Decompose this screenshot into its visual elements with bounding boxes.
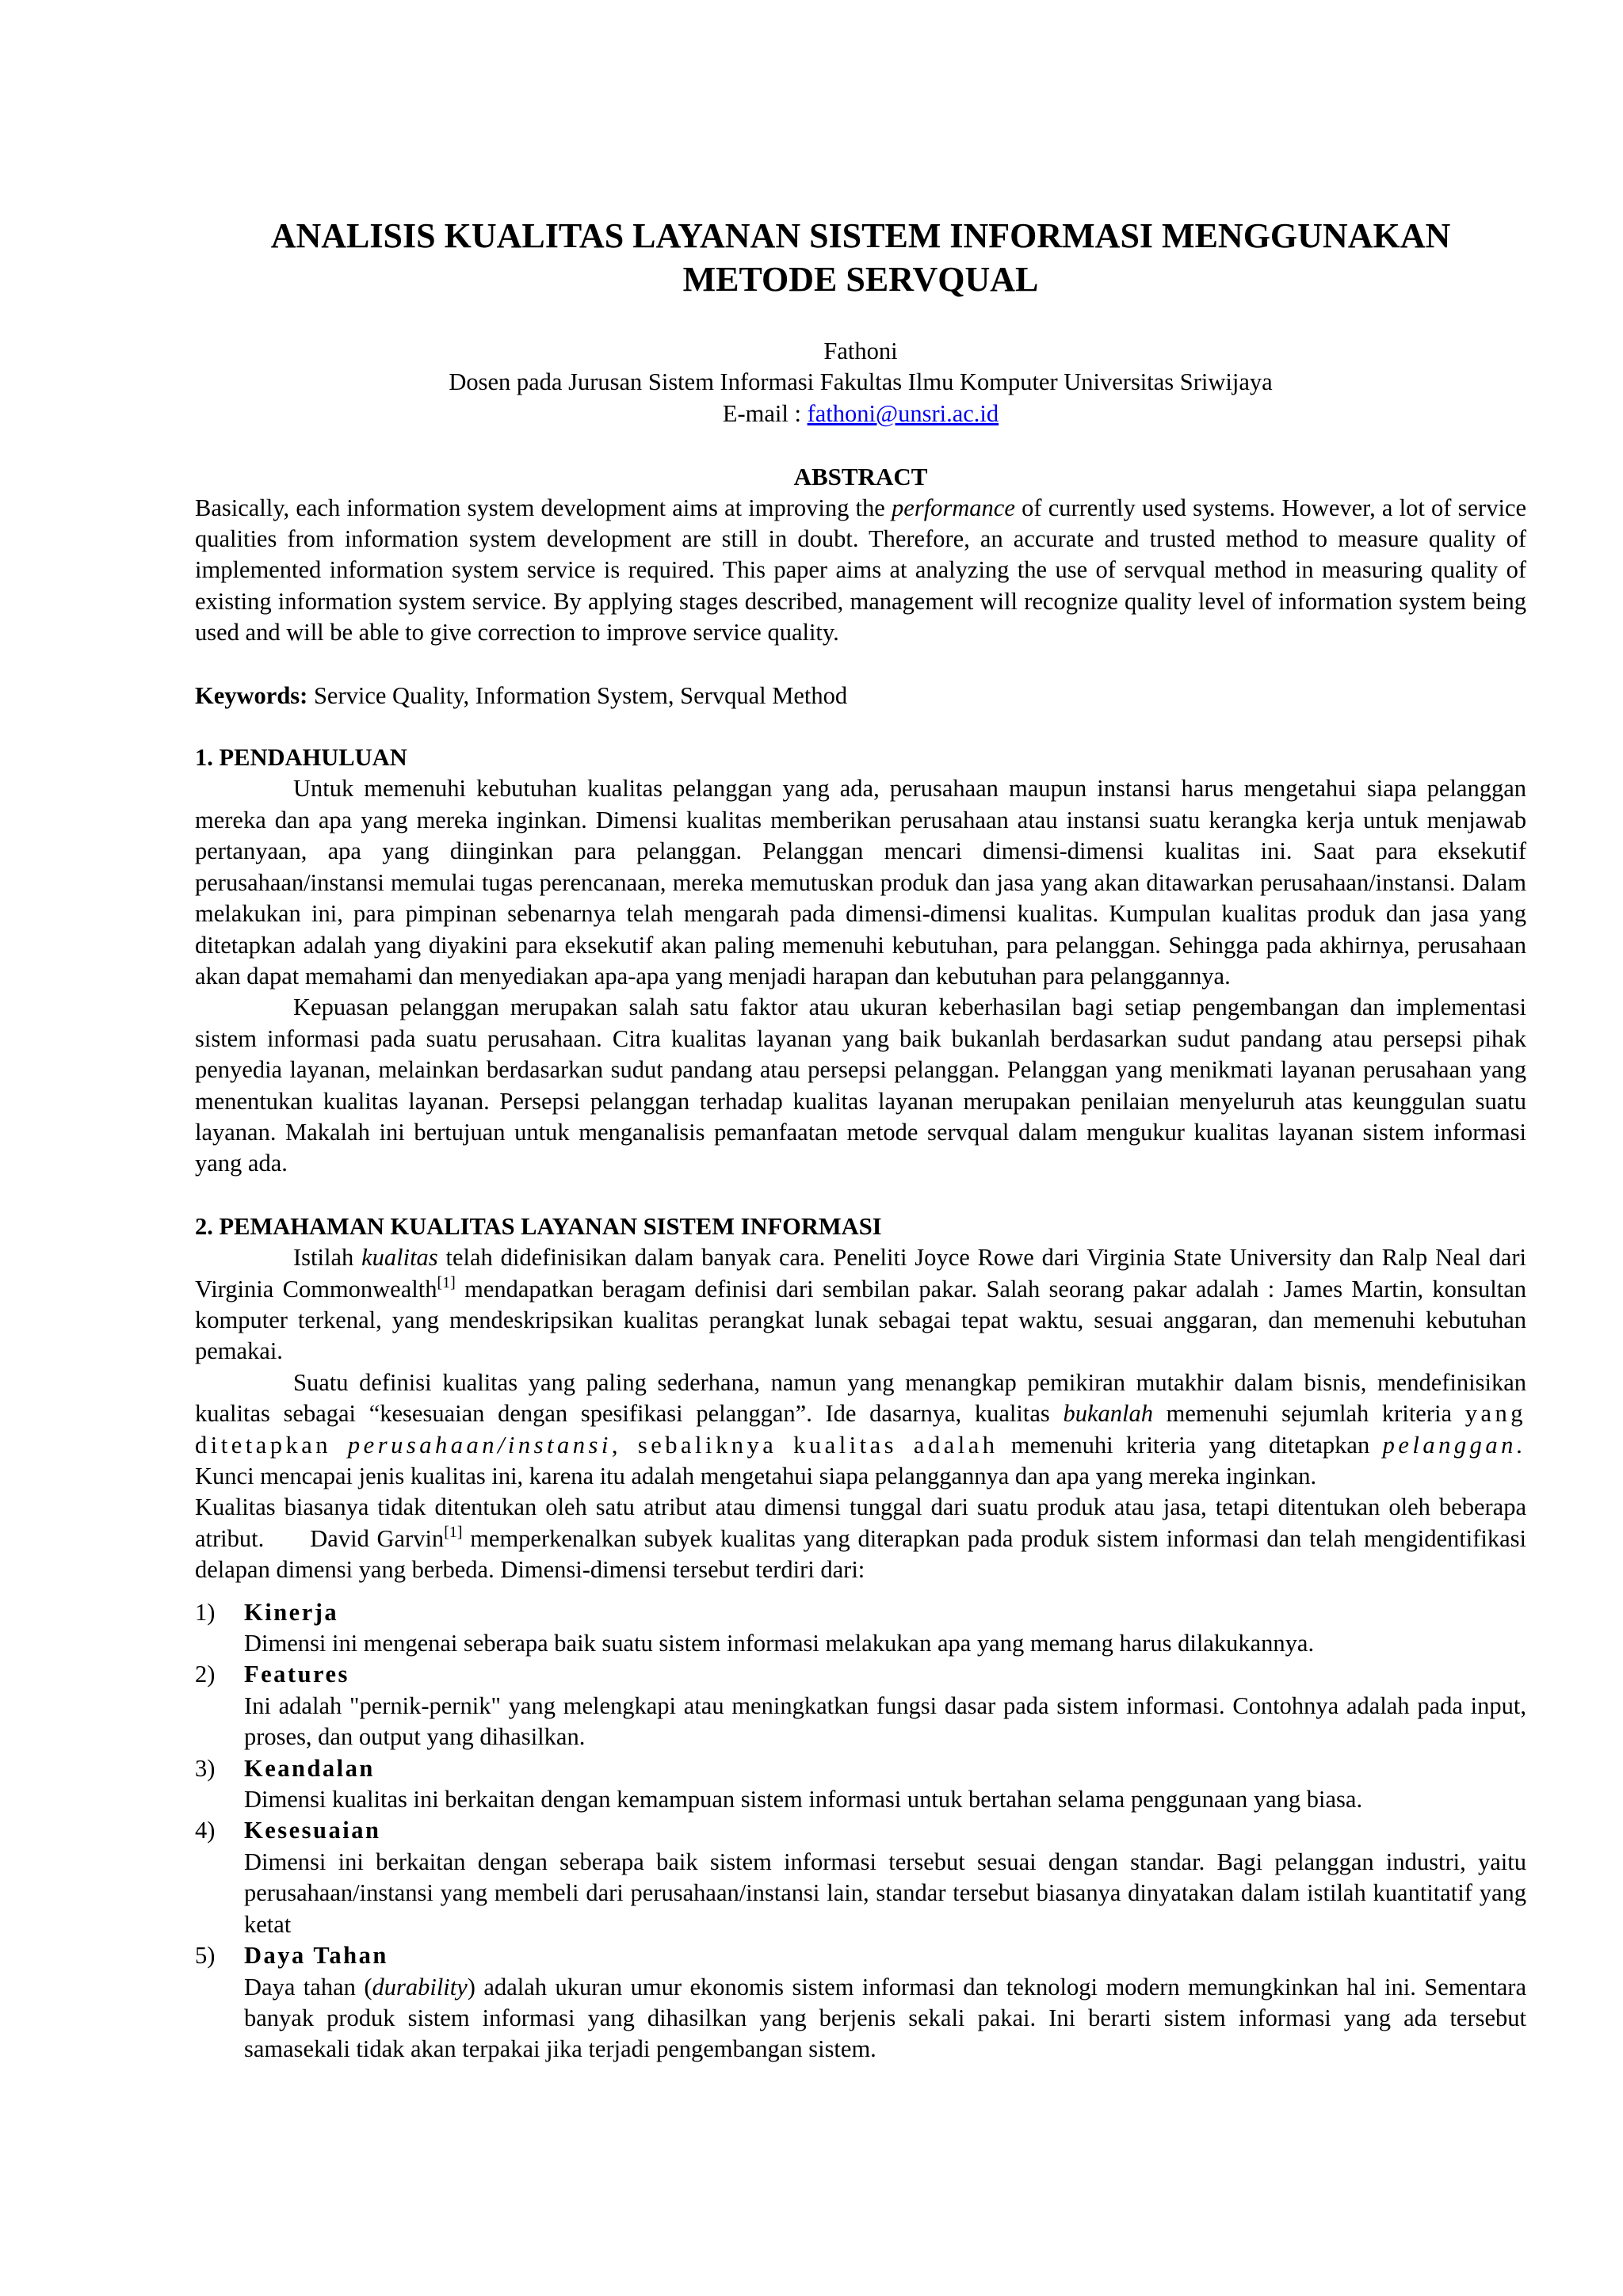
text-spaced: , sebaliknya kualitas adalah (611, 1431, 999, 1459)
text-part: memperkenalkan subyek kualitas yang diterapkan pada produk sistem informasi dan telah mengidentifikasi delapan dimensi yang berbeda. Dimensi-dimensi tersebut terdiri dari: (195, 1524, 1526, 1584)
list-item-number: 2) (195, 1661, 216, 1688)
list-item (195, 1753, 1526, 1816)
list-item (195, 1940, 1526, 2065)
text-part: Suatu definisi kualitas yang paling sederhana, namun yang menangkap pemikiran mutakhir dalam bisnis, mendefinisikan kualitas sebagai “kesesuaian dengan spesifikasi pelanggan”. Ide dasarnya, kualitas (195, 1368, 1526, 1428)
section-1-heading: 1. PENDAHULUAN (195, 744, 407, 772)
list-item-number: 5) (195, 1942, 216, 1970)
abstract-italic: performance (892, 494, 1015, 521)
keywords-line (195, 681, 1526, 711)
text-part: memenuhi sejumlah kriteria (1152, 1400, 1465, 1428)
text-italic: bukanlah (1063, 1400, 1153, 1428)
paper-title (195, 214, 1526, 301)
text-part: telah didefinisikan dalam banyak cara. Peneliti Joyce Rowe dari Virginia State University dan Ralp Neal dari Virginia Commonwealth (195, 1244, 1526, 1302)
citation-ref: [1] (437, 1273, 456, 1291)
email-label: E-mail : (722, 399, 808, 427)
text-part: memenuhi kriteria yang ditetapkan (998, 1431, 1383, 1459)
text-part: Daya tahan ( (244, 1973, 372, 2000)
list-item-description: Dimensi kualitas ini berkaitan dengan kemampuan sistem informasi untuk bertahan selama penggunaan yang biasa. (244, 1786, 1363, 1814)
text-italic: kualitas (361, 1244, 438, 1272)
section-2 (195, 1211, 1533, 2065)
text-part: Kualitas biasanya tidak ditentukan oleh satu atribut atau dimensi tunggal dari suatu produk atau jasa, tetapi ditentukan oleh beberapa atribut. David Garvin (195, 1493, 1533, 1552)
keywords-text: Service Quality, Information System, Servqual Method (307, 681, 848, 709)
list-item-number: 4) (195, 1817, 216, 1844)
author-email-line (195, 399, 1526, 429)
list-item (195, 1815, 1526, 1940)
author-affiliation: Dosen pada Jurusan Sistem Informasi Fakultas Ilmu Komputer Universitas Sriwijaya (449, 368, 1273, 396)
list-item-title: Features (244, 1661, 349, 1688)
text-part: ) adalah ukuran umur ekonomis sistem informasi dan teknologi modern memungkinkan hal ini. Sementara banyak produk sistem informasi yang dihasilkan yang berjenis sekali pakai. Ini berarti sistem informasi yang ada tersebut samasekali tidak akan terpakai jika terjadi pengembangan sistem. (244, 1973, 1526, 2063)
list-item-number: 1) (195, 1598, 216, 1626)
section-2-heading: 2. PEMAHAMAN KUALITAS LAYANAN SISTEM INFORMASI (195, 1212, 882, 1240)
abstract-part: of currently used systems. However, a lot of service qualities from information system development are still in doubt. Therefore, an accurate and trusted method to measure quality of implemented information system service is required. This paper aims at analyzing the use of servqual method in measuring quality of existing information system service. By applying stages described, management will recognize quality level of information system being used and will be able to give correction to improve service quality. (195, 494, 1527, 646)
list-item-title: Kinerja (244, 1598, 339, 1626)
section-1-paragraph-1: Untuk memenuhi kebutuhan kualitas pelanggan yang ada, perusahaan maupun instansi harus mengetahui siapa pelanggan mereka dan apa yang mereka inginkan. Dimensi kualitas memberikan perusahaan atau instansi suatu kerangka kerja untuk menjawab pertanyaan, apa yang diinginkan para pelanggan. Pelanggan mencari dimensi-dimensi kualitas ini. Saat para eksekutif perusahaan/instansi memulai tugas perencanaan, mereka memutuskan produk dan jasa yang akan ditawarkan perusahaan/instansi. Dalam melakukan ini, para pimpinan sebenarnya telah mengarah pada dimensi-dimensi kualitas. Kumpulan kualitas produk dan jasa yang ditetapkan adalah yang diyakini para eksekutif akan paling memenuhi kebutuhan, para pelanggan. Sehingga pada akhirnya, perusahaan akan dapat memahami dan menyediakan apa-apa yang menjadi harapan dan kebutuhan para pelanggannya. (195, 775, 1526, 990)
list-item-description: Ini adalah "pernik-pernik" yang melengkapi atau meningkatkan fungsi dasar pada sistem informasi. Contohnya adalah pada input, proses, dan output yang dihasilkan. (244, 1691, 1526, 1751)
section-1-paragraph-2: Kepuasan pelanggan merupakan salah satu faktor atau ukuran keberhasilan bagi setiap pengembangan dan implementasi sistem informasi pada suatu perusahaan. Citra kualitas layanan yang baik bukanlah berdasarkan sudut pandang atau persepsi pihak penyedia layanan, melainkan berdasarkan sudut pandang atau persepsi pelanggan. Pelanggan yang menikmati layanan perusahaan yang menentukan kualitas layanan. Persepsi pelanggan terhadap kualitas layanan merupakan penilaian menyeluruh atas keunggulan suatu layanan. Makalah ini bertujuan untuk menganalisis pemanfaatan metode servqual dalam mengukur kualitas layanan sistem informasi yang ada. (195, 994, 1526, 1177)
text-part: Istilah (293, 1244, 362, 1272)
list-item-description: Dimensi ini berkaitan dengan seberapa baik sistem informasi tersebut sesuai dengan standar. Bagi pelanggan industri, yaitu perusahaan/instansi yang membeli dari perusahaan/instansi lain, standar tersebut biasanya dinyatakan dalam istilah kuantitatif yang ketat (244, 1848, 1526, 1938)
email-link[interactable]: fathoni@unsri.ac.id (807, 399, 999, 427)
abstract-part: Basically, each information system development aims at improving the (195, 494, 892, 521)
section-2-paragraph-3 (195, 1492, 1533, 1585)
text-part: Kunci mencapai jenis kualitas ini, karena itu adalah mengetahui siapa pelanggannya dan apa yang mereka inginkan. (195, 1463, 1317, 1489)
section-2-paragraph-1 (195, 1242, 1526, 1367)
title-line-1: ANALISIS KUALITAS LAYANAN SISTEM INFORMASI MENGGUNAKAN (270, 216, 1451, 255)
text-part: mendapatkan beragam definisi dari sembilan pakar. Salah seorang pakar adalah : James Martin, konsultan komputer terkenal, yang mendeskripsikan kualitas perangkat lunak sebagai tepat waktu, sesuai anggaran, dan memenuhi kebutuhan pemakai. (195, 1275, 1526, 1365)
text-italic: durability (372, 1973, 468, 2000)
list-item-title: Keandalan (244, 1754, 375, 1782)
abstract-text (195, 493, 1526, 649)
citation-ref: [1] (444, 1523, 463, 1541)
list-item-description (244, 1972, 1526, 2065)
list-item-description: Dimensi ini mengenai seberapa baik suatu sistem informasi melakukan apa yang memang harus dilakukannya. (244, 1630, 1315, 1657)
paper-page (195, 214, 1533, 2065)
section-2-paragraph-2 (195, 1367, 1526, 1493)
text-spaced-italic: pelanggan. (1382, 1431, 1526, 1459)
keywords-label: Keywords: (195, 681, 308, 709)
list-item (195, 1597, 1526, 1660)
dimension-list (195, 1597, 1526, 2065)
list-item-number: 3) (195, 1754, 216, 1782)
text-spaced-italic: perusahaan/instansi (347, 1431, 612, 1459)
list-item-title: Kesesuaian (244, 1817, 381, 1844)
abstract-heading: ABSTRACT (793, 463, 928, 491)
text-spaced: yang ditetapkan (195, 1400, 1526, 1459)
author-block (195, 336, 1526, 429)
list-item (195, 1659, 1526, 1753)
list-item-title: Daya Tahan (244, 1942, 388, 1970)
author-name: Fathoni (823, 338, 898, 364)
section-1 (195, 742, 1526, 1180)
title-line-2: METODE SERVQUAL (682, 260, 1039, 299)
